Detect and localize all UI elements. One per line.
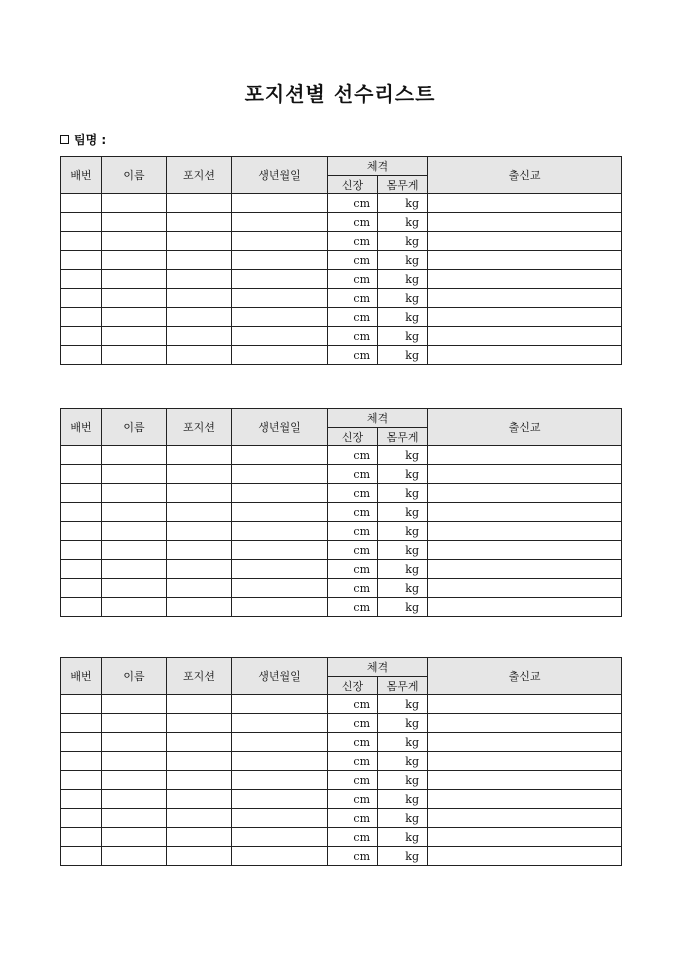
table-row — [61, 733, 622, 752]
cell-number — [61, 194, 102, 213]
cell-height: cm — [328, 733, 378, 752]
table-row — [61, 598, 622, 617]
table-row — [61, 579, 622, 598]
cell-number — [61, 828, 102, 847]
cell-school — [428, 503, 622, 522]
cell-height: cm — [328, 579, 378, 598]
header-birthdate: 생년월일 — [232, 409, 328, 446]
cell-birthdate — [232, 503, 328, 522]
table-row — [61, 714, 622, 733]
cell-birthdate — [232, 251, 328, 270]
cell-height: cm — [328, 752, 378, 771]
cell-name — [102, 579, 167, 598]
header-height: 신장 — [328, 176, 378, 194]
roster-table — [60, 657, 622, 866]
cell-name — [102, 232, 167, 251]
header-physique: 체격 — [328, 658, 428, 677]
cell-position — [167, 465, 232, 484]
cell-birthdate — [232, 213, 328, 232]
cell-height: cm — [328, 194, 378, 213]
cell-school — [428, 560, 622, 579]
cell-number — [61, 541, 102, 560]
cell-position — [167, 194, 232, 213]
cell-weight: kg — [378, 213, 428, 232]
table-row — [61, 289, 622, 308]
cell-weight: kg — [378, 541, 428, 560]
cell-height: cm — [328, 251, 378, 270]
header-weight: 몸무게 — [378, 677, 428, 695]
cell-number — [61, 522, 102, 541]
cell-name — [102, 522, 167, 541]
cell-position — [167, 346, 232, 365]
cell-school — [428, 194, 622, 213]
cell-name — [102, 327, 167, 346]
table-row — [61, 194, 622, 213]
cell-position — [167, 598, 232, 617]
cell-number — [61, 232, 102, 251]
cell-school — [428, 232, 622, 251]
team-name-text: 팀명 : — [74, 133, 107, 147]
cell-weight: kg — [378, 579, 428, 598]
cell-weight: kg — [378, 733, 428, 752]
roster-table — [60, 156, 622, 365]
cell-position — [167, 270, 232, 289]
table-row — [61, 695, 622, 714]
cell-height: cm — [328, 484, 378, 503]
cell-weight: kg — [378, 847, 428, 866]
cell-number — [61, 560, 102, 579]
cell-name — [102, 809, 167, 828]
cell-number — [61, 446, 102, 465]
cell-school — [428, 308, 622, 327]
cell-number — [61, 790, 102, 809]
cell-name — [102, 598, 167, 617]
header-weight: 몸무게 — [378, 428, 428, 446]
roster-table — [60, 408, 622, 617]
header-weight: 몸무게 — [378, 176, 428, 194]
cell-position — [167, 714, 232, 733]
table-row — [61, 522, 622, 541]
cell-weight: kg — [378, 308, 428, 327]
cell-height: cm — [328, 503, 378, 522]
table-row — [61, 465, 622, 484]
cell-birthdate — [232, 733, 328, 752]
cell-weight: kg — [378, 752, 428, 771]
cell-school — [428, 251, 622, 270]
header-name: 이름 — [102, 658, 167, 695]
cell-position — [167, 327, 232, 346]
table-row — [61, 346, 622, 365]
cell-birthdate — [232, 232, 328, 251]
cell-school — [428, 522, 622, 541]
cell-height: cm — [328, 270, 378, 289]
cell-name — [102, 446, 167, 465]
cell-height: cm — [328, 771, 378, 790]
cell-position — [167, 790, 232, 809]
cell-number — [61, 270, 102, 289]
cell-school — [428, 828, 622, 847]
cell-name — [102, 194, 167, 213]
cell-number — [61, 809, 102, 828]
cell-position — [167, 695, 232, 714]
cell-number — [61, 695, 102, 714]
cell-weight: kg — [378, 465, 428, 484]
header-name: 이름 — [102, 409, 167, 446]
cell-position — [167, 232, 232, 251]
cell-number — [61, 346, 102, 365]
header-birthdate: 생년월일 — [232, 658, 328, 695]
cell-name — [102, 560, 167, 579]
table-row — [61, 232, 622, 251]
cell-height: cm — [328, 446, 378, 465]
cell-number — [61, 251, 102, 270]
cell-birthdate — [232, 771, 328, 790]
cell-birthdate — [232, 847, 328, 866]
cell-position — [167, 809, 232, 828]
cell-weight: kg — [378, 346, 428, 365]
cell-school — [428, 809, 622, 828]
cell-birthdate — [232, 695, 328, 714]
cell-weight: kg — [378, 327, 428, 346]
cell-birthdate — [232, 289, 328, 308]
cell-school — [428, 270, 622, 289]
cell-number — [61, 847, 102, 866]
cell-birthdate — [232, 560, 328, 579]
cell-school — [428, 714, 622, 733]
cell-birthdate — [232, 579, 328, 598]
cell-number — [61, 733, 102, 752]
cell-birthdate — [232, 270, 328, 289]
table-row — [61, 560, 622, 579]
cell-position — [167, 522, 232, 541]
header-number: 배번 — [61, 658, 102, 695]
header-name: 이름 — [102, 157, 167, 194]
cell-school — [428, 327, 622, 346]
cell-name — [102, 251, 167, 270]
cell-height: cm — [328, 327, 378, 346]
cell-position — [167, 446, 232, 465]
table-row — [61, 251, 622, 270]
cell-school — [428, 695, 622, 714]
cell-position — [167, 213, 232, 232]
cell-birthdate — [232, 752, 328, 771]
cell-number — [61, 327, 102, 346]
table-row — [61, 752, 622, 771]
cell-weight: kg — [378, 560, 428, 579]
cell-birthdate — [232, 484, 328, 503]
cell-number — [61, 465, 102, 484]
cell-school — [428, 847, 622, 866]
cell-height: cm — [328, 346, 378, 365]
cell-weight: kg — [378, 809, 428, 828]
header-physique: 체격 — [328, 157, 428, 176]
cell-position — [167, 560, 232, 579]
cell-weight: kg — [378, 695, 428, 714]
cell-name — [102, 714, 167, 733]
cell-name — [102, 213, 167, 232]
cell-height: cm — [328, 522, 378, 541]
cell-number — [61, 714, 102, 733]
cell-number — [61, 308, 102, 327]
table-row — [61, 308, 622, 327]
cell-school — [428, 346, 622, 365]
cell-weight: kg — [378, 232, 428, 251]
table-row — [61, 270, 622, 289]
cell-birthdate — [232, 809, 328, 828]
cell-weight: kg — [378, 790, 428, 809]
cell-school — [428, 598, 622, 617]
checkbox-square-icon — [60, 135, 69, 144]
cell-weight: kg — [378, 522, 428, 541]
cell-position — [167, 847, 232, 866]
cell-school — [428, 790, 622, 809]
cell-number — [61, 771, 102, 790]
cell-height: cm — [328, 598, 378, 617]
cell-number — [61, 484, 102, 503]
cell-school — [428, 484, 622, 503]
cell-number — [61, 579, 102, 598]
cell-position — [167, 503, 232, 522]
cell-height: cm — [328, 541, 378, 560]
cell-school — [428, 579, 622, 598]
cell-school — [428, 752, 622, 771]
cell-name — [102, 752, 167, 771]
cell-birthdate — [232, 522, 328, 541]
cell-name — [102, 289, 167, 308]
cell-height: cm — [328, 695, 378, 714]
team-name-label — [60, 131, 106, 148]
cell-name — [102, 465, 167, 484]
cell-name — [102, 484, 167, 503]
header-height: 신장 — [328, 677, 378, 695]
cell-height: cm — [328, 308, 378, 327]
cell-weight: kg — [378, 598, 428, 617]
page-title: 포지션별 선수리스트 — [244, 82, 436, 106]
cell-number — [61, 213, 102, 232]
cell-name — [102, 790, 167, 809]
cell-weight: kg — [378, 446, 428, 465]
cell-name — [102, 733, 167, 752]
cell-position — [167, 251, 232, 270]
cell-height: cm — [328, 790, 378, 809]
cell-birthdate — [232, 714, 328, 733]
cell-number — [61, 503, 102, 522]
table-row — [61, 484, 622, 503]
table-row — [61, 541, 622, 560]
cell-weight: kg — [378, 828, 428, 847]
table-row — [61, 503, 622, 522]
cell-school — [428, 541, 622, 560]
cell-school — [428, 213, 622, 232]
table-row — [61, 847, 622, 866]
cell-name — [102, 695, 167, 714]
cell-school — [428, 771, 622, 790]
cell-school — [428, 446, 622, 465]
cell-school — [428, 465, 622, 484]
table-row — [61, 809, 622, 828]
cell-position — [167, 289, 232, 308]
cell-name — [102, 847, 167, 866]
table-row — [61, 828, 622, 847]
cell-height: cm — [328, 465, 378, 484]
cell-height: cm — [328, 289, 378, 308]
header-number: 배번 — [61, 409, 102, 446]
header-height: 신장 — [328, 428, 378, 446]
cell-weight: kg — [378, 771, 428, 790]
cell-birthdate — [232, 828, 328, 847]
cell-birthdate — [232, 446, 328, 465]
header-number: 배번 — [61, 157, 102, 194]
cell-height: cm — [328, 714, 378, 733]
cell-school — [428, 733, 622, 752]
cell-school — [428, 289, 622, 308]
cell-weight: kg — [378, 484, 428, 503]
cell-height: cm — [328, 560, 378, 579]
cell-position — [167, 771, 232, 790]
cell-weight: kg — [378, 194, 428, 213]
cell-weight: kg — [378, 503, 428, 522]
cell-name — [102, 270, 167, 289]
cell-birthdate — [232, 598, 328, 617]
table-row — [61, 213, 622, 232]
header-position: 포지션 — [167, 157, 232, 194]
cell-height: cm — [328, 232, 378, 251]
cell-name — [102, 346, 167, 365]
header-physique: 체격 — [328, 409, 428, 428]
table-row — [61, 327, 622, 346]
cell-birthdate — [232, 790, 328, 809]
table-row — [61, 790, 622, 809]
cell-name — [102, 503, 167, 522]
cell-birthdate — [232, 465, 328, 484]
cell-height: cm — [328, 828, 378, 847]
cell-weight: kg — [378, 270, 428, 289]
cell-height: cm — [328, 809, 378, 828]
header-school: 출신교 — [428, 658, 622, 695]
cell-position — [167, 579, 232, 598]
cell-birthdate — [232, 308, 328, 327]
table-row — [61, 446, 622, 465]
cell-birthdate — [232, 346, 328, 365]
cell-name — [102, 828, 167, 847]
cell-number — [61, 289, 102, 308]
header-school: 출신교 — [428, 157, 622, 194]
cell-position — [167, 752, 232, 771]
header-position: 포지션 — [167, 409, 232, 446]
cell-name — [102, 308, 167, 327]
cell-position — [167, 308, 232, 327]
cell-birthdate — [232, 194, 328, 213]
cell-position — [167, 828, 232, 847]
cell-number — [61, 598, 102, 617]
cell-name — [102, 771, 167, 790]
cell-number — [61, 752, 102, 771]
cell-name — [102, 541, 167, 560]
header-birthdate: 생년월일 — [232, 157, 328, 194]
cell-position — [167, 733, 232, 752]
cell-position — [167, 484, 232, 503]
header-position: 포지션 — [167, 658, 232, 695]
table-row — [61, 771, 622, 790]
cell-weight: kg — [378, 714, 428, 733]
header-school: 출신교 — [428, 409, 622, 446]
cell-height: cm — [328, 847, 378, 866]
cell-height: cm — [328, 213, 378, 232]
cell-position — [167, 541, 232, 560]
cell-birthdate — [232, 541, 328, 560]
cell-weight: kg — [378, 289, 428, 308]
cell-weight: kg — [378, 251, 428, 270]
cell-birthdate — [232, 327, 328, 346]
